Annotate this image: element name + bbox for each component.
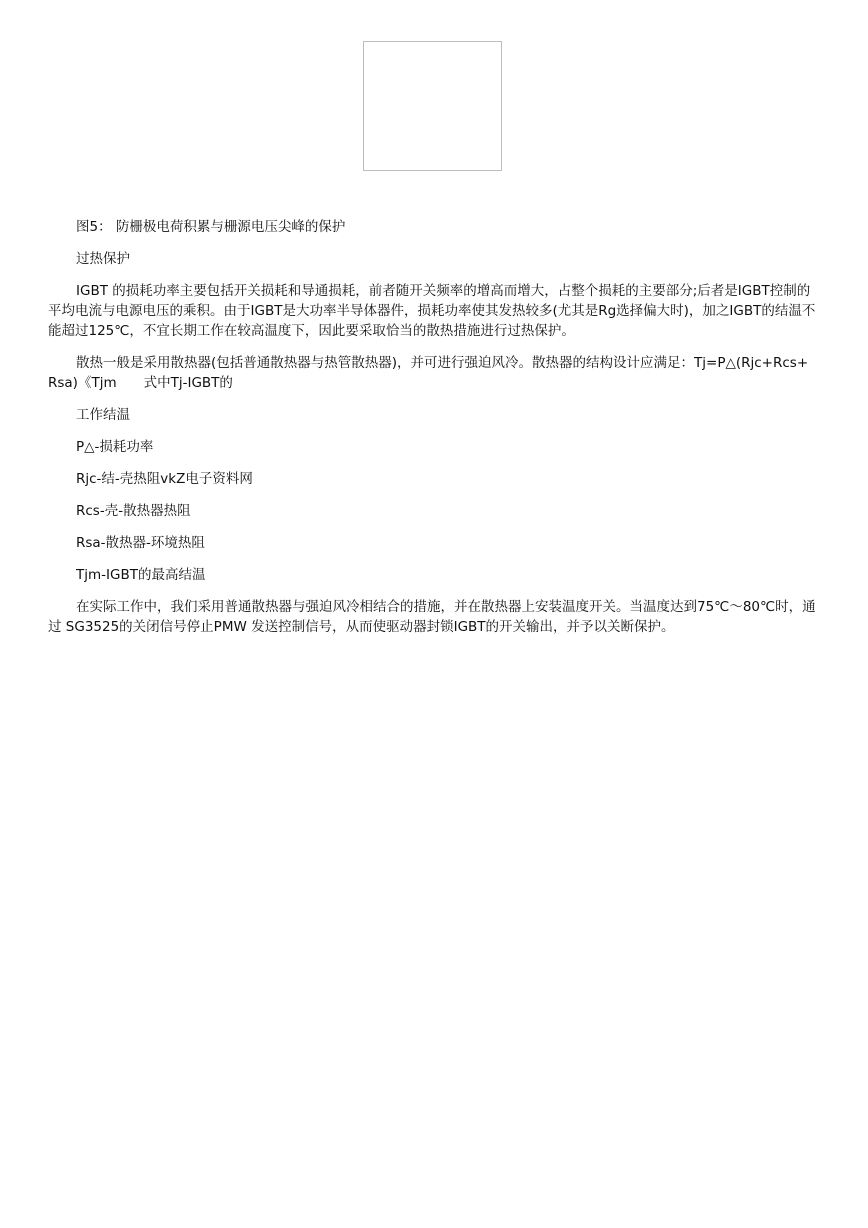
definition-tjm: Tjm-IGBT的最高结温 (76, 567, 206, 583)
definition-junction-temp: 工作结温 (76, 407, 130, 423)
paragraph-loss-power: IGBT 的损耗功率主要包括开关损耗和导通损耗，前者随开关频率的增高而增大，占整个损耗的主要部分;后者是IGBT控制的平均电流与电源电压的乘积。由于IGBT是大功率半导体器件，损耗功率使其发热较多(尤其是Rg选择偏大时)，加之IGBT的结温不能超过125℃，不宜长期工作在较高温度下，因此要采取恰当的散热措施进行过热保护。 (48, 283, 816, 339)
definition-rsa: Rsa-散热器-环境热阻 (76, 535, 205, 551)
paragraph-practical-measures: 在实际工作中，我们采用普通散热器与强迫风冷相结合的措施，并在散热器上安装温度开关。当温度达到75℃～80℃时，通过 SG3525的关闭信号停止PMW 发送控制信号，从而使驱动器封锁IGBT的开关输出，并予以关断保护。 (48, 599, 816, 635)
definition-rcs: Rcs-壳-散热器热阻 (76, 503, 191, 519)
definition-loss-power: P△-损耗功率 (76, 439, 154, 455)
definition-rjc: Rjc-结-壳热阻vkZ电子资料网 (76, 471, 253, 487)
document-body (48, 217, 816, 649)
figure-image-placeholder (363, 41, 502, 171)
section-heading: 过热保护 (76, 251, 130, 267)
figure-caption: 图5： 防栅极电荷积累与栅源电压尖峰的保护 (76, 219, 346, 235)
paragraph-heat-dissipation: 散热一般是采用散热器(包括普通散热器与热管散热器)，并可进行强迫风冷。散热器的结构设计应满足：Tj=P△(Rjc+Rcs+Rsa)《Tjm 式中Tj-IGBT的 (48, 355, 809, 391)
